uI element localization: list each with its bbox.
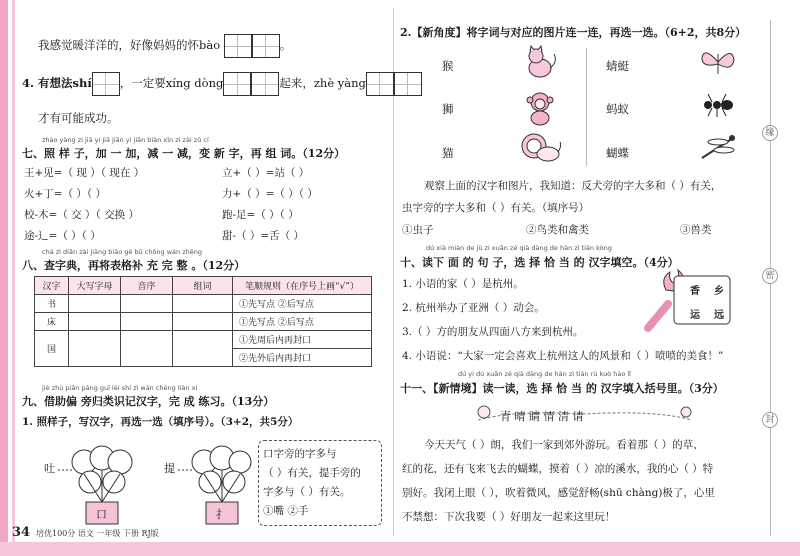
huaibao-text: 我感觉暖洋洋的，好像妈妈的怀bào xyxy=(38,38,221,52)
s2-para-1: 观察上面的汉字和图片，我知道：反犬旁的字大多和（ ）有关， xyxy=(424,180,722,192)
s9-q1: 1. 照样子，写汉字，再选一选（填序号）。（3+2，共5分） xyxy=(22,416,299,428)
s2-option[interactable]: ②鸟类和禽类 xyxy=(526,224,589,236)
answer-cell[interactable] xyxy=(121,313,173,331)
s10-item: 2. 杭州举办了亚洲（ ）动会。 xyxy=(402,302,545,314)
s11-para: 今天天气（ ）朗，我们一家到郊外游玩。看着那（ ）的草、 xyxy=(424,439,704,451)
answer-cell[interactable] xyxy=(121,331,173,367)
s8-pinyin: chá zì diǎn zài jiāng biǎo gé bǔ chōng wán zhěng xyxy=(42,248,203,256)
q4-line xyxy=(22,72,422,96)
torch-char[interactable]: 香 xyxy=(690,286,700,297)
hint-line: 字多与（ ）有关。 xyxy=(263,486,351,498)
answer-cell[interactable] xyxy=(173,313,233,331)
torch-char[interactable]: 乡 xyxy=(714,286,724,297)
margin-mark-3: 封 xyxy=(762,412,778,428)
s11-pinyin: dú yi dú xuǎn zé qià dàng de hàn zì tián rù kuò hào lǐ xyxy=(458,370,631,378)
margin-mark-1: 缘 xyxy=(762,125,778,141)
s11-para: 别好。我闭上眼（ ），吹着微风，感觉舒畅(shū chàng)极了，心里 xyxy=(402,487,715,499)
pot-radical-1: 口 xyxy=(96,508,107,521)
tianzige-box[interactable] xyxy=(223,72,251,96)
table-header: 汉字 xyxy=(35,277,69,295)
stroke-option[interactable]: ①先周后内再封口 xyxy=(233,331,372,349)
s7-row: 跑-足=（ ）（ ） xyxy=(222,209,299,221)
answer-cell[interactable] xyxy=(69,331,121,367)
tianzige-box[interactable] xyxy=(252,34,280,58)
s10-item: 4. 小语说：“大家一定会喜欢上杭州这人的风景和（ ）喷喷的美食！” xyxy=(402,350,724,362)
s7-row: 立+（ ）=站（ ） xyxy=(222,167,310,179)
monkey-icon[interactable] xyxy=(520,88,560,126)
q4-text-b: ，一定要xíng dòng xyxy=(119,76,224,90)
s11-para: 不禁想：下次我要（ ）好朋友一起来这里玩！ xyxy=(402,511,616,523)
s10-title: 十、读下 面 的 句 子，选 择 恰 当 的 汉字填空。（4分） xyxy=(400,256,679,269)
table-header: 笔顺规则（在序号上画“√”） xyxy=(233,277,372,295)
s7-row: 火+丁=（ ）（ ） xyxy=(24,188,107,200)
balloon-char-1: 吐 xyxy=(44,462,55,475)
s8-title: 八、查字典，再将表格补 充 完 整 。（12分） xyxy=(22,259,246,272)
q4-text-a: 4. 有想法shí xyxy=(22,76,92,90)
answer-cell[interactable] xyxy=(173,295,233,313)
s7-row: 途-辶=（ ）（ ） xyxy=(24,230,101,242)
right-column xyxy=(398,0,764,540)
hint-line: （ ）有关，提手旁的 xyxy=(263,467,361,479)
stroke-option[interactable]: ①先写点 ②后写点 xyxy=(233,295,372,313)
s9-title: 九、借助偏 旁归类识记汉字，完 成 练习。（13分） xyxy=(22,395,275,408)
tianzige-box[interactable] xyxy=(92,72,120,96)
match-left-item[interactable]: 狮 xyxy=(442,102,454,116)
butterfly-icon[interactable] xyxy=(698,44,738,80)
s2-option[interactable]: ①虫子 xyxy=(402,224,434,236)
s7-pinyin: zhào yàng zi jiā yi jiā jiǎn yi jiǎn biàn xīn zì zài zǔ cí xyxy=(42,136,209,144)
torch-char[interactable]: 运 xyxy=(690,310,700,321)
stroke-option[interactable]: ②先外后内再封口 xyxy=(233,349,372,367)
tianzige-box[interactable] xyxy=(224,34,252,58)
answer-cell[interactable] xyxy=(173,331,233,367)
left-column xyxy=(12,0,394,540)
s10-item: 1. 小语的家（ ）是杭州。 xyxy=(402,278,524,290)
s11-title: 十一、【新情境】读一读，选 择 恰 当 的 汉字填入括号里。（3分） xyxy=(400,382,724,395)
pot-radical-2: 扌 xyxy=(216,508,227,521)
left-pink-stripe xyxy=(12,0,15,556)
s2-para-2: 虫字旁的字大多和（ ）有关。（填序号） xyxy=(402,202,590,214)
table-char: 床 xyxy=(35,313,69,331)
table-char: 书 xyxy=(35,295,69,313)
ant-icon[interactable] xyxy=(700,90,736,120)
s11-para: 红的花，还有飞来飞去的蝴蝶，摸着（ ）凉的溪水，我的心（ ）特 xyxy=(402,463,714,475)
answer-cell[interactable] xyxy=(69,313,121,331)
match-divider xyxy=(586,48,587,166)
lion-icon[interactable] xyxy=(518,130,562,166)
answer-cell[interactable] xyxy=(69,295,121,313)
dragonfly-icon[interactable] xyxy=(696,132,740,164)
match-left-item[interactable]: 猫 xyxy=(442,146,454,160)
page-number: 34 xyxy=(12,525,31,540)
left-pink-border xyxy=(0,0,8,556)
table-char: 国 xyxy=(35,331,69,367)
tianzige-box[interactable] xyxy=(251,72,279,96)
hint-box xyxy=(258,440,382,526)
tianzige-box[interactable] xyxy=(366,72,394,96)
s2-option[interactable]: ③兽类 xyxy=(680,224,712,236)
q4-text-c: 起来，zhè yàng xyxy=(279,76,366,90)
table-header: 大写字母 xyxy=(69,277,121,295)
match-left-item[interactable]: 猴 xyxy=(442,59,454,73)
q4-line-2: 才有可能成功。 xyxy=(38,111,119,125)
table-header: 音序 xyxy=(121,277,173,295)
s7-row: 王+见=（ 现 ）（ 现在 ） xyxy=(24,167,145,179)
cat-icon[interactable] xyxy=(520,44,560,80)
s7-row: 校-木=（ 交 ）（ 交换 ） xyxy=(24,209,139,221)
torch-icon xyxy=(638,268,734,338)
s9-pinyin: jiè zhù piān páng guī lèi shí zì wán chéng liàn xí xyxy=(42,384,198,392)
stroke-order-table xyxy=(34,276,372,367)
s7-title: 七、照 样 子，加 一 加，减 一 减，变 新 字，再 组 词。（12分） xyxy=(22,147,346,160)
s2-title: 2.【新角度】将字词与对应的图片连一连，再选一选。（6+2，共8分） xyxy=(400,26,747,39)
line-huaibao: 我感觉暖洋洋的，好像妈妈的怀bào 。 xyxy=(38,34,291,58)
footer-band xyxy=(0,542,800,556)
s10-pinyin: dú xià miàn de jù zi xuǎn zé qià dàng de hàn zì tián kòng xyxy=(426,244,612,252)
match-left-item[interactable]: 蚂蚁 xyxy=(606,102,629,116)
answer-cell[interactable] xyxy=(121,295,173,313)
s10-item: 3.（ ）方的朋友从四面八方来到杭州。 xyxy=(402,326,584,338)
balloon-char-2: 提 xyxy=(164,462,175,475)
banner-chars: 青 晴 睛 情 清 请 xyxy=(500,410,584,423)
stroke-option[interactable]: ①先写点 ②后写点 xyxy=(233,313,372,331)
hint-line: ①嘴 ②手 xyxy=(263,505,309,517)
s7-row: 力+（ ）=（ ）（ ） xyxy=(222,188,318,200)
match-left-item[interactable]: 蝴蝶 xyxy=(606,146,629,160)
match-left-item[interactable]: 蜻蜓 xyxy=(606,59,629,73)
margin-mark-2: 密 xyxy=(762,268,778,284)
s7-row: 甜-（ ）=舌（ ） xyxy=(222,230,305,242)
footer-text: 培优100分 语文 一年级 下册 RJ版 xyxy=(36,529,159,538)
hint-line: 口字旁的字多与 xyxy=(263,448,337,460)
torch-char[interactable]: 远 xyxy=(714,310,724,321)
table-header: 组词 xyxy=(173,277,233,295)
